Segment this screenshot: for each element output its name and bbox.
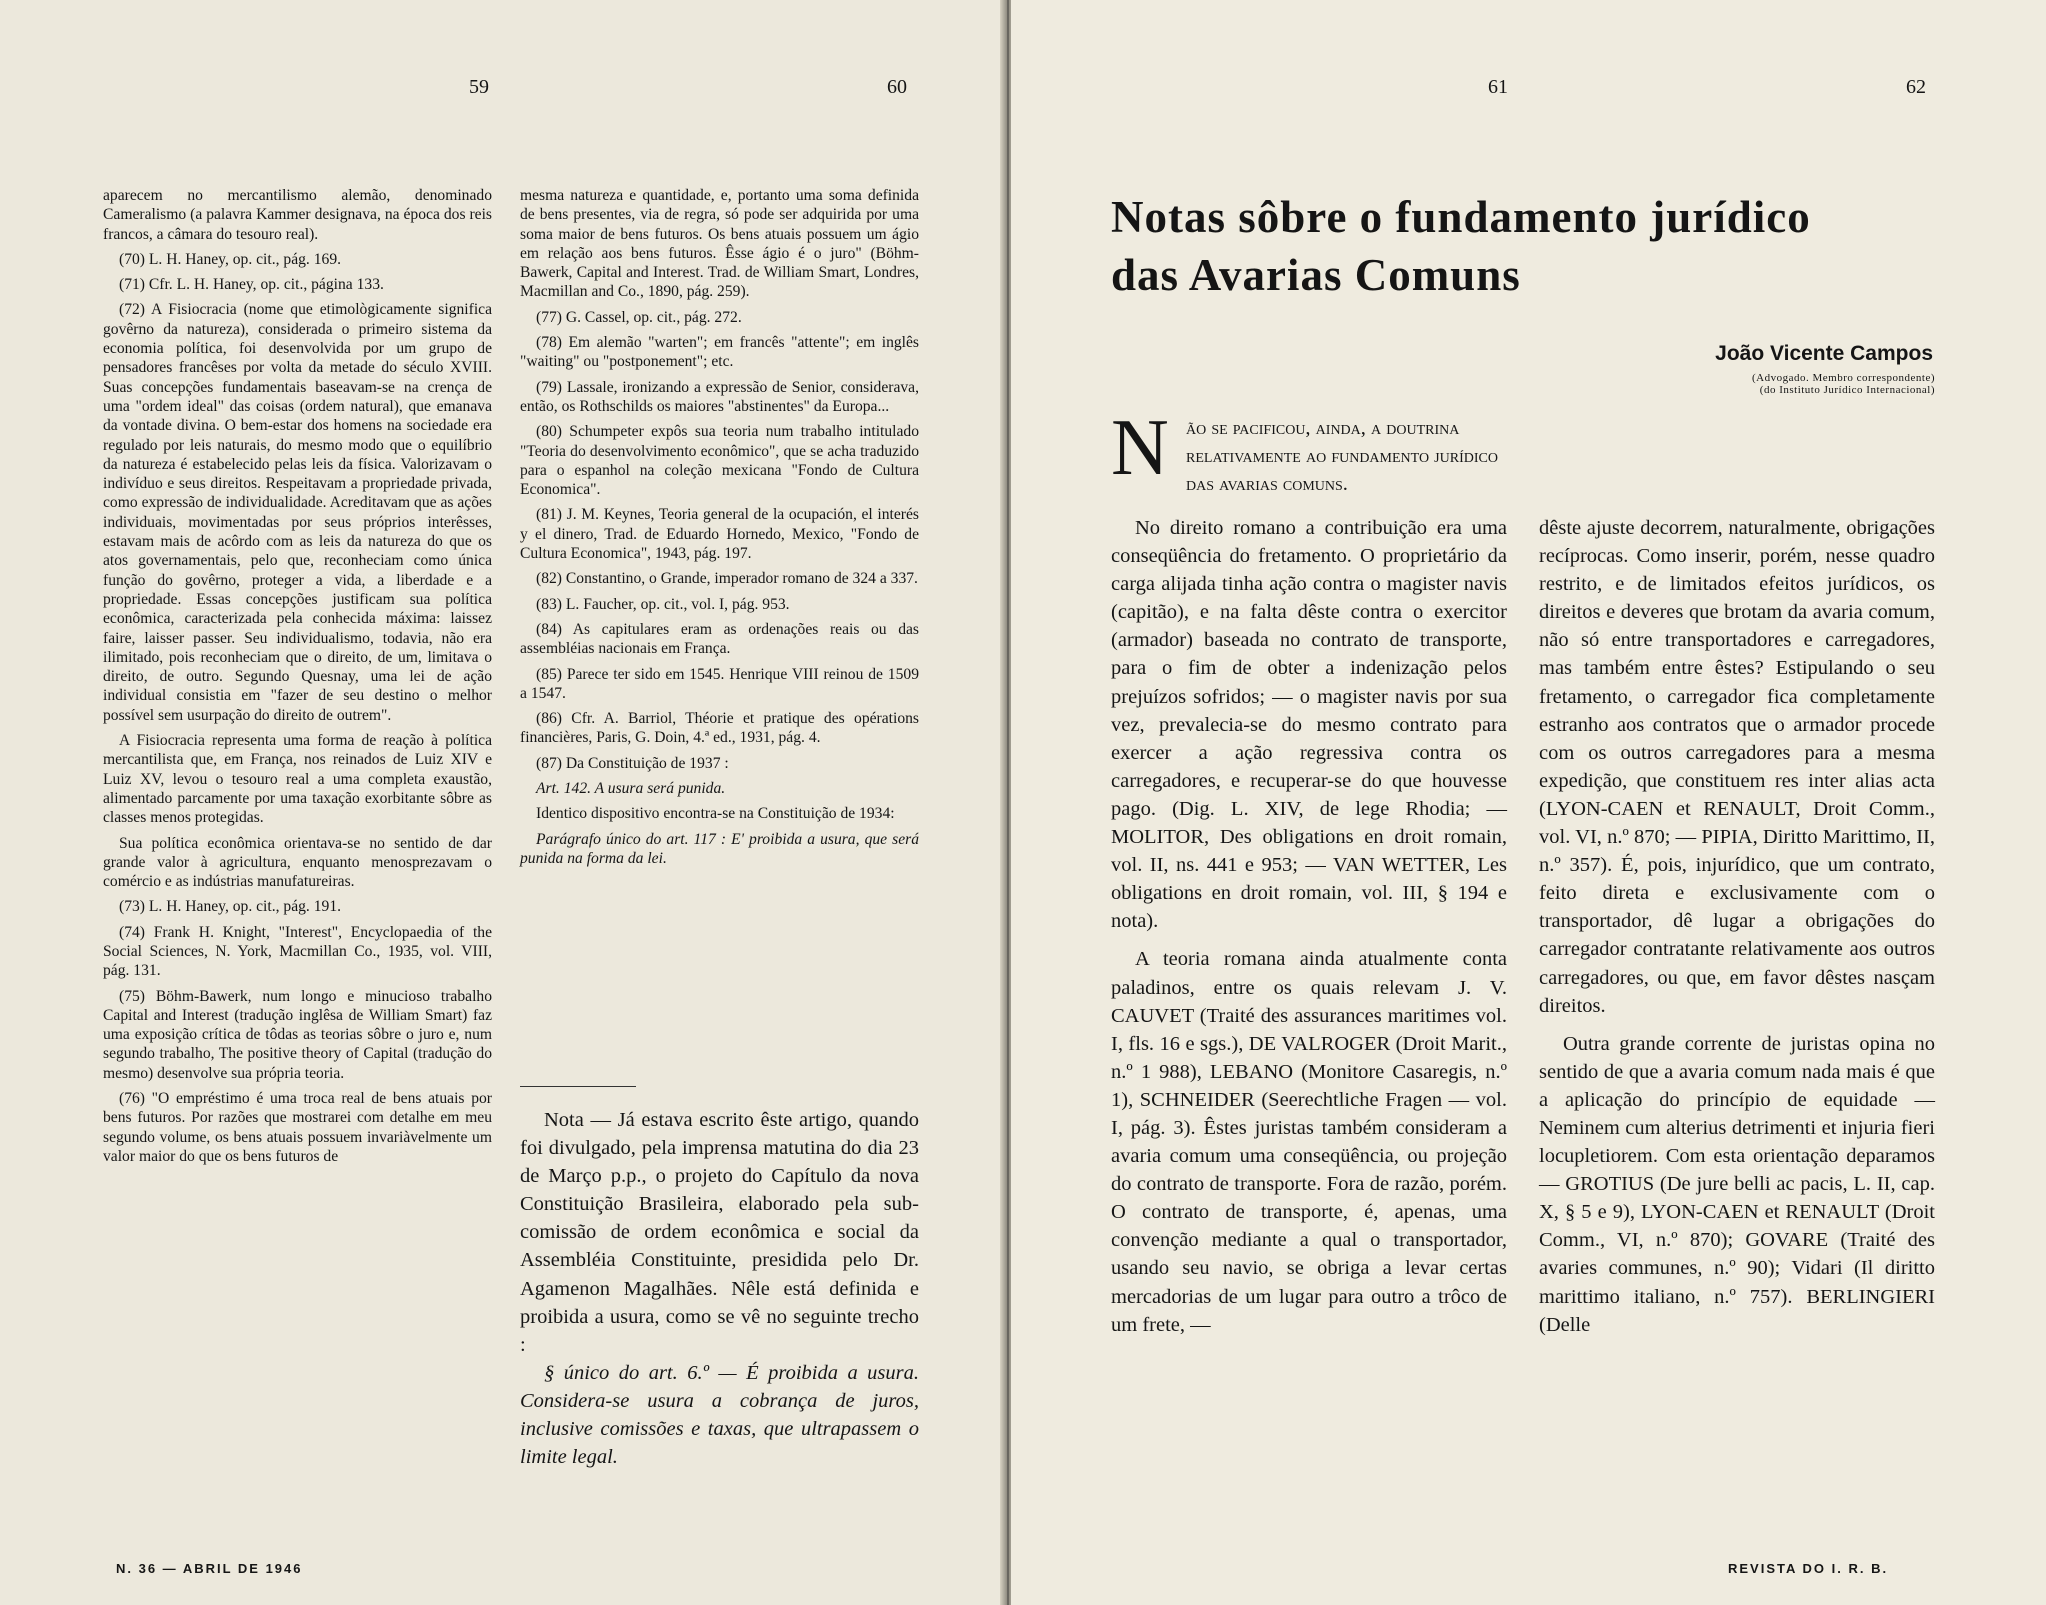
lead-paragraph: ão se pacificou, ainda, a doutrina relativamente ao fundamento jurídico das avarias comuns. — [1186, 417, 1498, 496]
footnote-79: (79) Lassale, ironizando a expressão de Senior, considerava, então, os Rothschilds os maiores "abstinentes" da Europa... — [520, 378, 919, 415]
footnote-70: (70) L. H. Haney, op. cit., pág. 169. — [119, 250, 342, 268]
footnote-82: (82) Constantino, o Grande, imperador romano de 324 a 337. — [536, 570, 918, 588]
footnote-72: (72) A Fisiocracia (nome que etimològicamente significa govêrno da natureza), considerada o primeiro sistema da economia política, foi desenvolvida por um grupo de pensadores francêses por volta da metade do século XVIII. Suas concepções fundamentais baseavam-se na crença de uma "ordem ideal" das coisas (ordem natural), que emanava da vontade divina. O bem-estar dos homens na sociedade era regulado por leis naturais, do mesmo modo que o equilíbrio da natureza é estabelecido pelas leis da física. Valorizavam o indivíduo e seus direitos. Respeitavam a propriedade privada, como expressão de individualidade. Acreditavam que as ações individuais, movimentadas por seus próprios interêsses, estavam mais de acôrdo com as leis da natureza do que os atos governamentais, pelo que, reconheciam como única função do govêrno, proteger a vida, a liberdade e a propriedade. Essas concepções justificam sua política econômica, caracterizada pela conhecida máxima: laissez faire, laisser passer. Seu individualismo, todavia, não era ilimitado, pois reconheciam que o direito, de um, limitava o direito, de outro. Segundo Quesnay, uma lei de ação individual consistia em "fazer de seu destino o melhor possível sem usurpação do direito de outrem". — [103, 301, 492, 724]
author-affiliation — [1560, 372, 1935, 396]
page-number-59: 59 — [469, 76, 489, 98]
body-paragraph-2: A teoria romana ainda atualmente conta paladinos, entre os quais relevam J. V. CAUVET (Traité des assurances maritimes vol. I, fls. 16 e sgs.), DE VALROGER (Droit Marit., n.º 1 988), LEBANO (Monitore Casaregis, n.º 1), SCHNEIDER (Seerechtliche Fragen — vol. I, pág. 3). Êstes juristas também consideram a avaria comum uma conseqüência, ou projeção do contrato de transporte. Fora de razão, porém. O contrato de transporte, é, apenas, uma convenção mediante a qual o transportador, usando seu navio, se obriga a levar certas mercadorias de um lugar para outro a trôco de um frete, — — [1111, 948, 1507, 1336]
affiliation-line-1: (Advogado. Membro correspondente) — [1752, 372, 1935, 384]
footnote-86: (86) Cfr. A. Barriol, Théorie et pratique des opérations financières, Paris, G. Doin, 4.ª ed., 1931, pág. 4. — [520, 710, 919, 747]
footnote-81: (81) J. M. Keynes, Teoria general de la ocupación, el interés y el dinero, Trad. de Eduardo Hornedo, Mexico, "Fondo de Cultura Economica", 1943, pág. 197. — [520, 506, 919, 563]
issue-footer: N. 36 — ABRIL DE 1946 — [116, 1561, 303, 1576]
footnote-78: (78) Em alemão "warten"; em francês "attente"; em inglês "waiting" ou "postponement"; etc. — [520, 334, 919, 371]
note-divider — [520, 1086, 636, 1087]
body-column-1 — [1111, 514, 1507, 1339]
footnote-71: (71) Cfr. L. H. Haney, op. cit., página 133. — [119, 276, 384, 294]
footnote-76: (76) "O empréstimo é uma troca real de bens atuais por bens futuros. Por razões que mostrarei com detalhe em meu segundo volume, os bens atuais possuem invariàvelmente um valor maior do que os bens futuros de — [103, 1090, 492, 1165]
footnote-73: (73) L. H. Haney, op. cit., pág. 191. — [119, 898, 342, 916]
page-number-60: 60 — [887, 76, 907, 98]
page-number-61: 61 — [1488, 76, 1508, 98]
footnote-87: (87) Da Constituição de 1937 : — [536, 754, 729, 772]
affiliation-line-2: (do Instituto Jurídico Internacional) — [1759, 384, 1935, 396]
footnote-74: (74) Frank H. Knight, "Interest", Encyclopaedia of the Social Sciences, N. York, Macmillan Co., 1935, vol. VIII, pág. 131. — [103, 923, 492, 980]
footnote-72-cont-2: Sua política econômica orientava-se no sentido de dar grande valor à agricultura, enquanto menosprezavam o comércio e as indústrias manufatureiras. — [103, 834, 492, 891]
footnotes-column-2 — [520, 186, 919, 874]
footnote-85: (85) Parece ter sido em 1545. Henrique VIII reinou de 1509 a 1547. — [520, 665, 919, 702]
body-paragraph-1: No direito romano a contribuição era uma conseqüência do fretamento. O proprietário da carga alijada tinha ação contra o magister navis (capitão), e na falta dêste contra o exercitor (armador) baseada no contrato de transporte, para o fim de obter a indenização pelos prejuízos sofridos; — o magister navis por sua vez, prevalecia-se do mesmo contrato para exercer a ação regressiva contra os carregadores, e recuperar-se do que houvesse pago. (Dig. L. XIV, de lege Rhodia; — MOLITOR, Des obligations en droit romain, vol. II, ns. 441 e 953; — VAN WETTER, Les obligations en droit romain, vol. III, § 194 e nota). — [1111, 517, 1507, 933]
body-column-2 — [1539, 514, 1935, 1339]
body-paragraph-3: Outra grande corrente de juristas opina no sentido de que a avaria comum nada mais é que a aplicação do princípio de equidade — Neminem cum alterius detrimenti et injuria fieri locupletiorem. Com esta orientação deparamos — GROTIUS (De jure belli ac pacis, L. II, cap. X, § 5 e 9), LYON-CAEN et RENAULT (Droit Comm., VI, n.º 870); GOVARE (Traité des avaries communes, n.º 90); Vidari (Il diritto marittimo italiano, n.º 757). BERLINGIERI (Delle — [1539, 1032, 1935, 1336]
left-page — [0, 0, 1007, 1605]
footnotes-column-1 — [103, 186, 492, 1172]
footnote-77: (77) G. Cassel, op. cit., pág. 272. — [536, 308, 742, 326]
author-name: João Vicente Campos — [1715, 342, 1933, 365]
footnote-75: (75) Böhm-Bawerk, num longo e minucioso trabalho Capital and Interest (tradução inglêsa de William Smart) faz uma exposição crítica de tôdas as teorias sôbre o juro e, num segundo trabalho, The positive theory of Capital (tradução do mesmo) desenvolve sua própria teoria. — [103, 987, 492, 1082]
footnote-83: (83) L. Faucher, op. cit., vol. I, pág. 953. — [536, 595, 790, 613]
footnote-text: aparecem no mercantilismo alemão, denominado Cameralismo (a palavra Kammer designava, na época dos reis francos, a câmara do tesouro real). — [103, 187, 492, 243]
page-number-62: 62 — [1906, 76, 1926, 98]
journal-footer: REVISTA DO I. R. B. — [1728, 1561, 1889, 1576]
footnote-87-paragraph: Parágrafo único do art. 117 : E' proibida a usura, que será punida na forma da lei. — [520, 830, 919, 867]
editor-note — [520, 1106, 919, 1471]
footnote-72-cont-1: A Fisiocracia representa uma forma de reação à política mercantilista que, em França, nos reinados de Luiz XIV e Luiz XV, levou o tesouro real a uma completa exaustão, alimentado parcamente por uma taxação exorbitante sôbre as classes menos protegidas. — [103, 732, 492, 827]
drop-cap: N — [1111, 404, 1169, 492]
article-title — [1111, 188, 1871, 304]
footnote-84: (84) As capitulares eram as ordenações reais ou das assembléias nacionais em França. — [520, 620, 919, 658]
title-line-2: das Avarias Comuns — [1111, 250, 1521, 300]
body-paragraph-2-cont: dêste ajuste decorrem, naturalmente, obrigações recíprocas. Como inserir, porém, nesse quadro restrito, e de limitados efeitos jurídicos, os direitos e deveres que brotam da avaria comum, não só entre transportadores e carregadores, mas também entre êstes? Estipulando o seu fretamento, o carregador fica completamente estranho aos contratos que o armador procede com os outros carregadores para a mesma expedição, que constituem res inter alias acta (LYON-CAEN et RENAULT, Droit Comm., vol. VI, n.º 870; — PIPIA, Diritto Marittimo, II, n.º 357). É, pois, injurídico, que um contrato, feito direta e exclusivamente com o transportador, dê lugar a obrigações do carregador contratante relativamente aos outros carregadores, ou que, em favor dêstes nasçam direitos. — [1539, 517, 1935, 1017]
footnote-80: (80) Schumpeter expôs sua teoria num trabalho intitulado "Teoria do desenvolvimento econômico", que se acha traduzido para o espanhol na coleção mexicana "Fondo de Cultura Economica". — [520, 423, 919, 499]
footnote-87-art: Art. 142. A usura será punida. — [536, 780, 726, 798]
footnote-87-cont: Identico dispositivo encontra-se na Constituição de 1934: — [536, 805, 895, 823]
note-paragraph: Nota — Já estava escrito êste artigo, quando foi divulgado, pela imprensa matutina do dia 23 de Março p.p., o projeto do Capítulo da nova Constituição Brasileira, elaborado pela sub-comissão de ordem econômica e social da Assembléia Constituinte, presidida pelo Dr. Agamenon Magalhães. Nêle está definida e proibida a usura, como se vê no seguinte trecho : — [520, 1109, 919, 1356]
title-line-1: Notas sôbre o fundamento jurídico — [1111, 192, 1811, 242]
note-quote: § único do art. 6.º — É proibida a usura. Considera-se usura a cobrança de juros, inclusive comissões e taxas, que ultrapassem o limite legal. — [520, 1361, 919, 1469]
footnote-76-cont: mesma natureza e quantidade, e, portanto uma soma definida de bens presentes, via de regra, só pode ser adquirida por uma soma maior de bens futuros. Os bens atuais possuem um ágio em relação aos bens futuros. Êsse ágio é o juro" (Böhm-Bawerk, Capital and Interest. Trad. de William Smart, Londres, Macmillan and Co., 1890, pág. 259). — [520, 187, 919, 301]
